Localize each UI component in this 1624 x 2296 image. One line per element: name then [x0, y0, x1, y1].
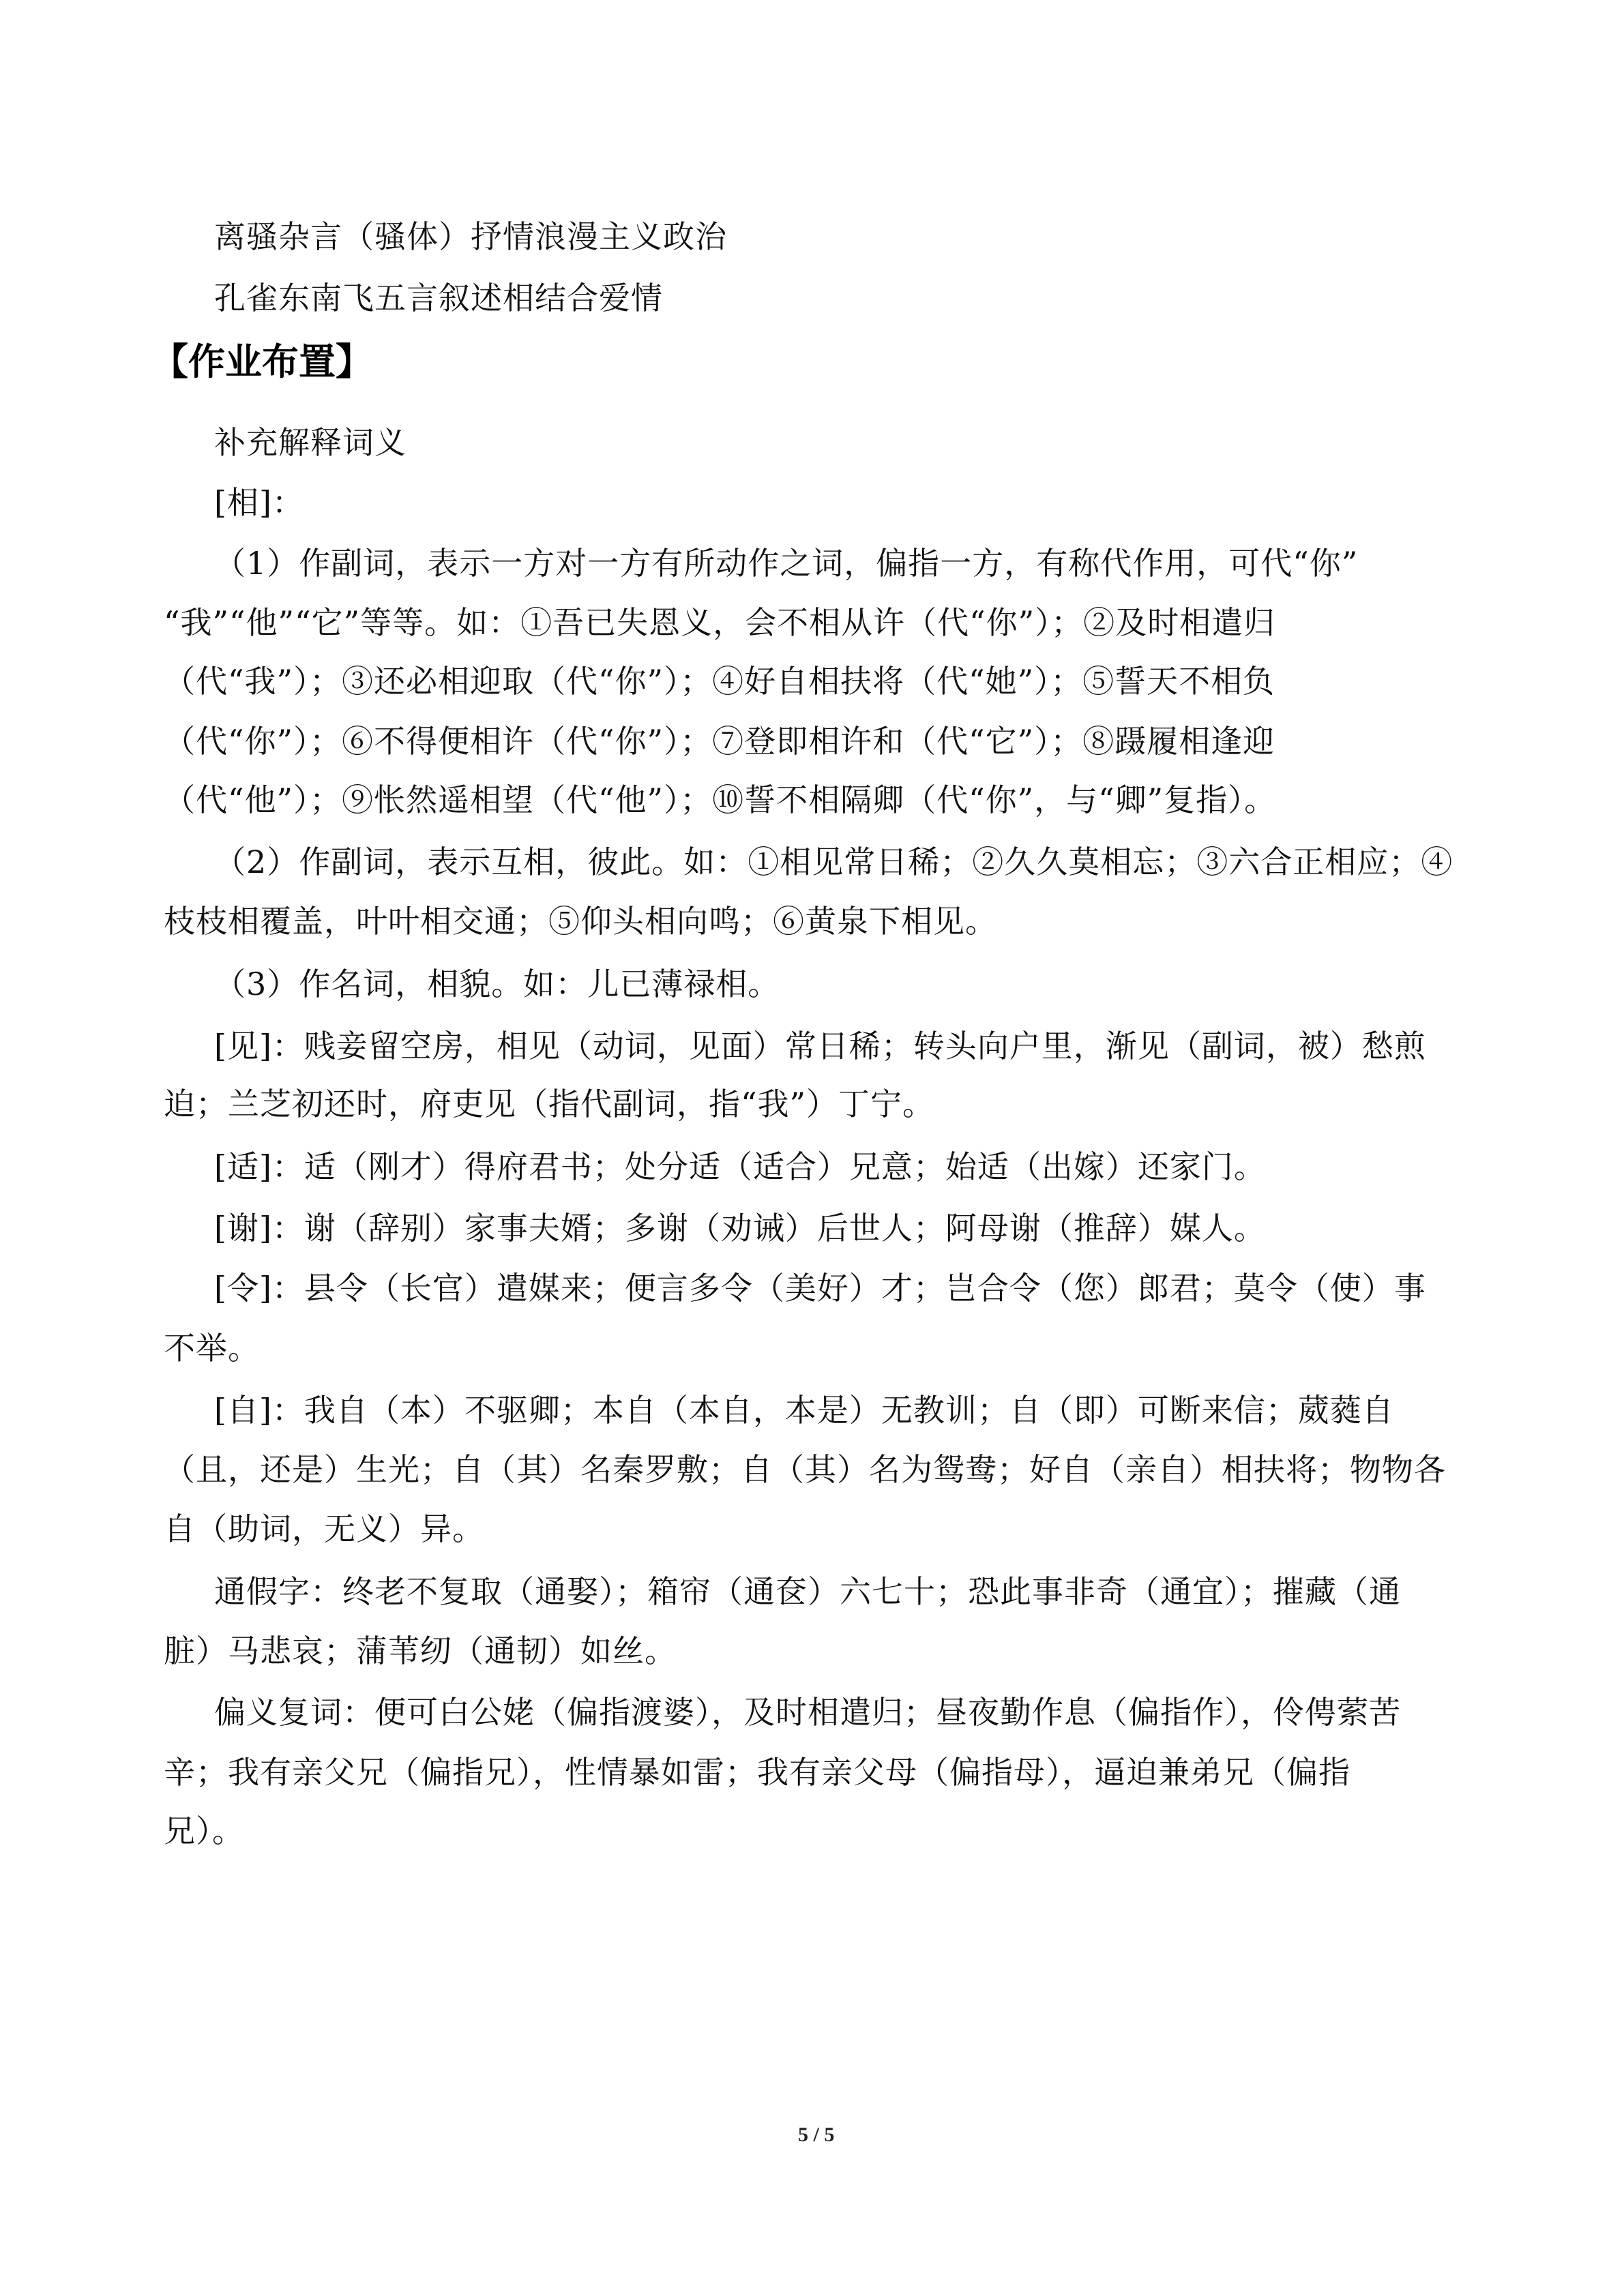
text-line: 脏）马悲哀；蒲苇纫（通韧）如丝。	[164, 1632, 677, 1669]
text-line: [自]：我自（本）不驱卿；本自（本自，本是）无教训；自（即）可断来信；葳蕤自	[214, 1392, 1394, 1429]
text-line: [适]：适（刚才）得府君书；处分适（适合）兄意；始适（出嫁）还家门。	[214, 1148, 1266, 1185]
text-line: （3）作名词，相貌。如：儿已薄禄相。	[214, 966, 780, 1002]
text-line: （代“他”）；⑨怅然遥相望（代“他”）；⑩誓不相隔卿（代“你”，与“卿”复指）。	[164, 781, 1277, 818]
intro-line: 孔雀东南飞五言叙述相结合爱情	[214, 280, 663, 316]
text-line: 不举。	[164, 1330, 260, 1367]
text-line: （1）作副词，表示一方对一方有所动作之词，偏指一方，有称代作用，可代“你”	[214, 545, 1359, 582]
intro-line: 离骚杂言（骚体）抒情浪漫主义政治	[214, 218, 727, 255]
text-line: 兄）。	[164, 1813, 244, 1849]
text-line: （代“你”）；⑥不得便相许（代“你”）；⑦登即相许和（代“它”）；⑧蹑履相逢迎	[164, 723, 1275, 760]
text-line: （且，还是）生光；自（其）名秦罗敷；自（其）名为鸳鸯；好自（亲自）相扶将；物物各	[164, 1451, 1446, 1488]
text-line: [令]：县令（长官）遣媒来；便言多令（美好）才；岂合令（您）郎君；莫令（使）事	[214, 1270, 1426, 1307]
text-line: 偏义复词：便可白公姥（偏指渡婆），及时相遣归；昼夜勤作息（偏指作），伶俜萦苦	[214, 1694, 1401, 1731]
text-line: 辛；我有亲父兄（偏指兄），性情暴如雷；我有亲父母（偏指母），逼迫兼弟兄（偏指	[164, 1754, 1350, 1791]
page-number: 5 / 5	[798, 2123, 835, 2146]
section-heading: 【作业布置】	[151, 340, 372, 383]
text-line: “我”“他”“它”等等。如：①吾已失恩义，会不相从许（代“你”）；②及时相遣归	[164, 604, 1276, 641]
text-line: [见]：贱妾留空房，相见（动词，见面）常日稀；转头向户里，渐见（副词，被）愁煎	[214, 1028, 1426, 1064]
text-line: 迫；兰芝初还时，府吏见（指代副词，指“我”）丁宁。	[164, 1086, 935, 1122]
text-line: 自（助词，无义）异。	[164, 1510, 484, 1547]
text-line: （2）作副词，表示互相，彼此。如：①相见常日稀；②久久莫相忘；③六合正相应；④	[214, 844, 1453, 880]
text-line: （代“我”）；③还必相迎取（代“你”）；④好自相扶将（代“她”）；⑤誓天不相负	[164, 663, 1275, 700]
text-line: [谢]：谢（辞别）家事夫婿；多谢（劝诫）后世人；阿母谢（推辞）媒人。	[214, 1210, 1266, 1247]
text-line: 枝枝相覆盖，叶叶相交通；⑤仰头相向鸣；⑥黄泉下相见。	[164, 903, 997, 940]
text-line: [相]：	[214, 484, 304, 521]
text-line: 通假字：终老不复取（通娶）；箱帘（通奁）六七十；恐此事非奇（通宜）；摧藏（通	[214, 1573, 1401, 1610]
text-line: 补充解释词义	[214, 424, 407, 461]
